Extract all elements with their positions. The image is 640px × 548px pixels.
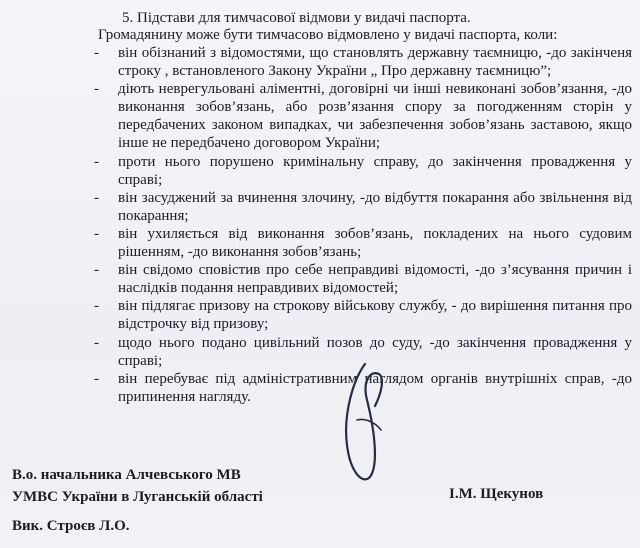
list-dash: - xyxy=(94,189,99,206)
list-item-text: він свідомо сповістив про себе неправдиві відомості, -до з’ясування причин і наслідків подання неправдивих відомостей; xyxy=(118,262,632,297)
handwritten-signature xyxy=(335,360,395,490)
signatory-title-line1: В.о. начальника Алчевського МВ xyxy=(12,467,241,483)
list-item-text: він перебуває під адміністративним наглядом органів внутрішніх справ, -до припинення нагляду. xyxy=(118,370,632,405)
signatory-title xyxy=(12,464,263,508)
list-item-text: щодо нього подано цивільний позов до суду, -до закінчення провадження у справі; xyxy=(118,334,632,369)
list-item xyxy=(94,225,632,261)
section-intro: Громадянину може бути тимчасово відмовлено у видачі паспорта, коли: xyxy=(98,27,558,43)
section-heading: 5. Підстави для тимчасової відмови у видачі паспорта. xyxy=(122,10,471,26)
list-item-text: діють неврегульовані аліментні, договірні чи інші невиконані зобов’язання, -до виконання зобов’язань, або розв’язання спору за погодженням сторін у передбачених законом випадках, чи забезпечення зобов’язань заставою, якщо інше не передбачено договором України; xyxy=(118,81,632,152)
list-item xyxy=(94,297,632,333)
list-item-text: він обізнаний з відомостями, що становлять державну таємницю, -до закінченя строку , встановленого Закону України „ Про державну таємницю”; xyxy=(118,45,632,80)
list-item-text: він ухиляється від виконання зобов’язань, покладених на нього судовим рішенням, -до виконання зобов’язань; xyxy=(118,225,632,261)
executor-note: Вик. Строєв Л.О. xyxy=(12,518,130,534)
list-dash: - xyxy=(94,334,99,351)
list-item xyxy=(94,153,632,189)
list-item xyxy=(94,44,632,80)
signatory-name: І.М. Щекунов xyxy=(449,486,544,502)
list-item-text: він підлягає призову на строкову військову службу, - до вирішення питання про відстрочку від призову; xyxy=(118,298,632,333)
list-dash: - xyxy=(94,225,99,242)
signatory-title-line2: УМВС України в Луганській області xyxy=(12,489,263,505)
list-dash: - xyxy=(94,262,99,279)
list-item xyxy=(94,261,632,297)
list-item-text: проти нього порушено кримінальну справу, до закінчення провадження у справі; xyxy=(118,153,632,188)
list-dash: - xyxy=(94,370,99,387)
list-item xyxy=(94,189,632,225)
list-dash: - xyxy=(94,298,99,315)
list-item xyxy=(94,80,632,152)
list-dash: - xyxy=(94,153,99,170)
list-dash: - xyxy=(94,45,99,61)
list-dash: - xyxy=(94,81,99,98)
grounds-list xyxy=(94,44,632,406)
list-item-text: він засуджений за вчинення злочину, -до відбуття покарання або звільнення від покарання; xyxy=(118,189,632,224)
